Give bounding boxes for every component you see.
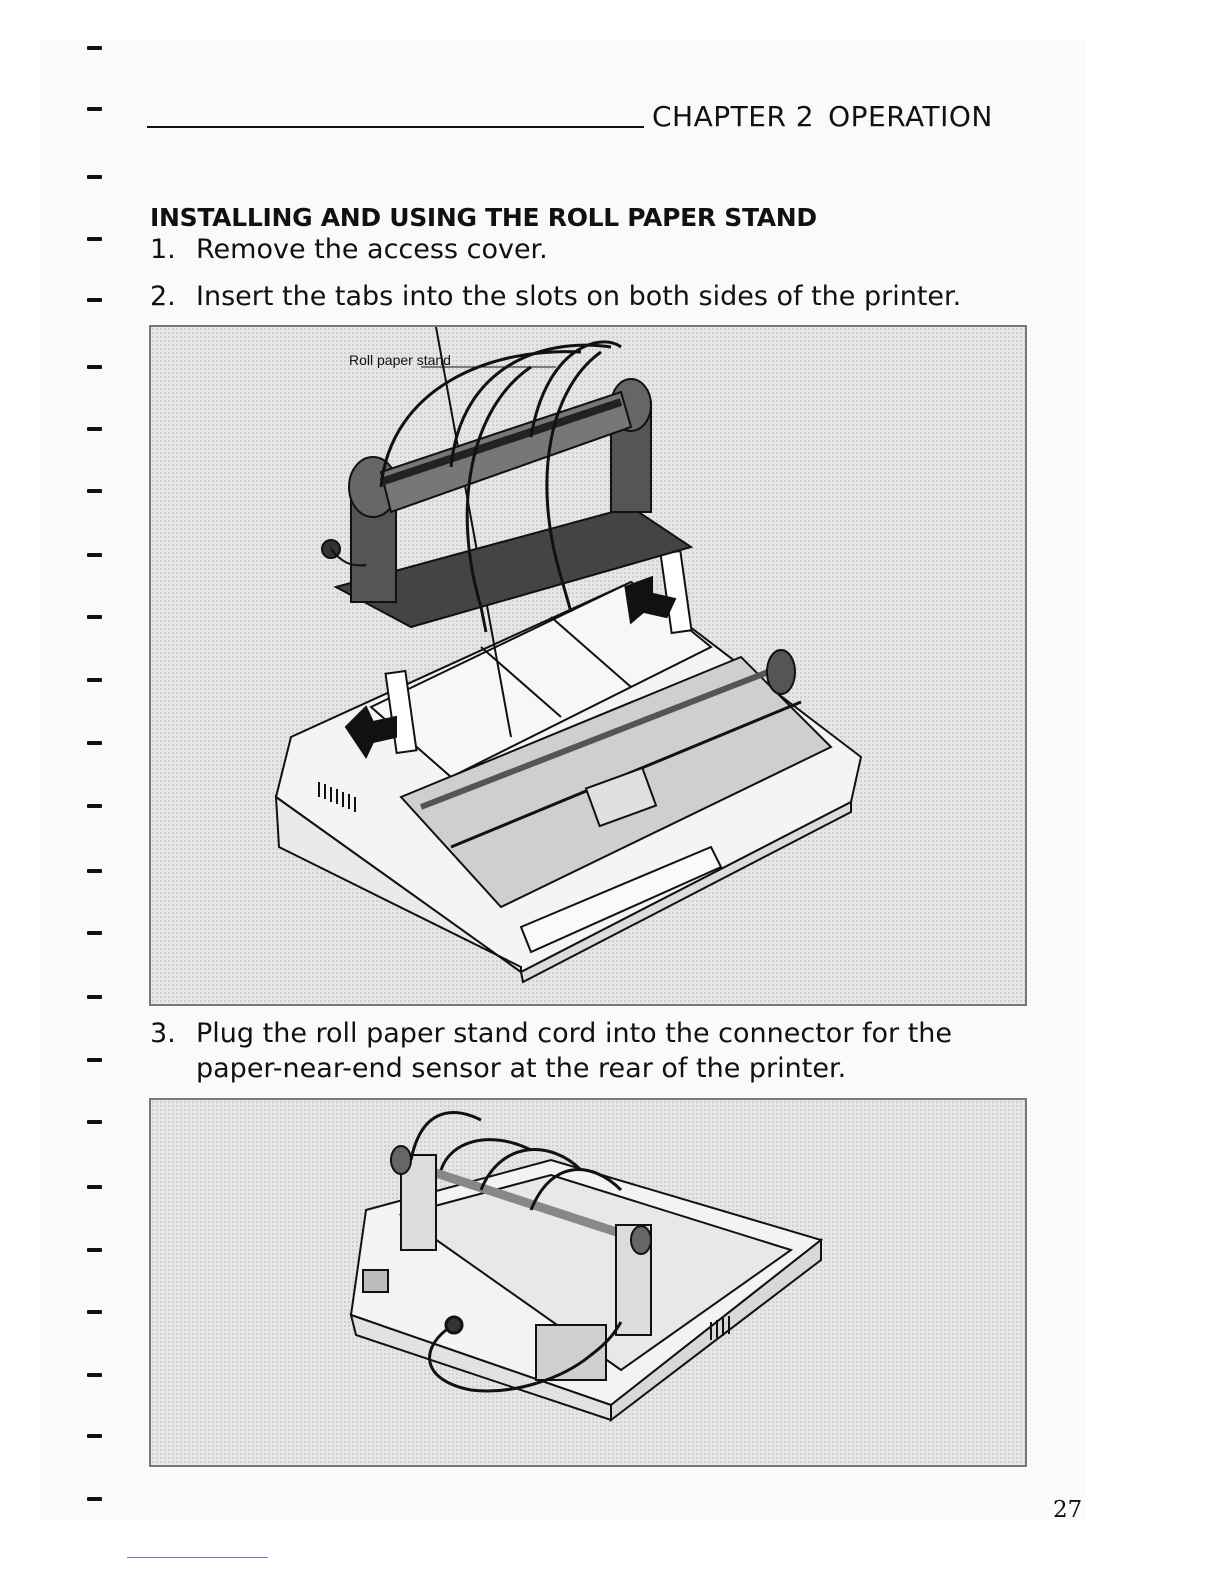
margin-mark: [87, 107, 102, 111]
roll-paper-stand-illustration: [151, 327, 1025, 1004]
figure-stand-cord-connection: [149, 1098, 1027, 1467]
margin-mark: [87, 1310, 102, 1314]
margin-mark: [87, 1120, 102, 1124]
step-text: Insert the tabs into the slots on both sides of the printer.: [196, 281, 962, 312]
bottom-rule: [127, 1557, 268, 1558]
margin-mark: [87, 869, 102, 873]
margin-mark: [87, 298, 102, 302]
step-text-line-1: Plug the roll paper stand cord into the connector for the: [196, 1018, 953, 1049]
callout-roll-paper-stand: Roll paper stand: [349, 352, 451, 368]
chapter-header: [652, 100, 993, 133]
margin-mark: [87, 995, 102, 999]
step-3: [150, 1018, 970, 1088]
margin-mark: [87, 1373, 102, 1377]
step-text-line-2: paper-near-end sensor at the rear of the printer.: [196, 1053, 847, 1084]
margin-mark: [87, 553, 102, 557]
chapter-label: CHAPTER 2: [652, 100, 815, 133]
step-number: 2.: [150, 281, 176, 312]
margin-mark: [87, 931, 102, 935]
margin-mark: [87, 46, 102, 50]
step-2: [150, 281, 970, 317]
header-rule: [147, 126, 644, 128]
margin-mark: [87, 365, 102, 369]
margin-mark: [87, 678, 102, 682]
step-text: Remove the access cover.: [196, 234, 548, 265]
stand-cord-illustration: [151, 1100, 1025, 1465]
margin-mark: [87, 1248, 102, 1252]
chapter-title: OPERATION: [828, 100, 993, 133]
margin-mark: [87, 175, 102, 179]
margin-mark: [87, 804, 102, 808]
step-number: 3.: [150, 1018, 176, 1049]
margin-mark: [87, 1497, 102, 1501]
figure-roll-paper-stand: [149, 325, 1027, 1006]
margin-mark: [87, 427, 102, 431]
margin-mark: [87, 237, 102, 241]
step-number: 1.: [150, 234, 176, 265]
margin-mark: [87, 1434, 102, 1438]
margin-mark: [87, 489, 102, 493]
margin-mark: [87, 615, 102, 619]
step-1: [150, 234, 950, 270]
margin-mark: [87, 741, 102, 745]
margin-mark: [87, 1058, 102, 1062]
margin-mark: [87, 1185, 102, 1189]
section-title: INSTALLING AND USING THE ROLL PAPER STAND: [150, 203, 817, 232]
page-number: 27: [1053, 1497, 1083, 1523]
